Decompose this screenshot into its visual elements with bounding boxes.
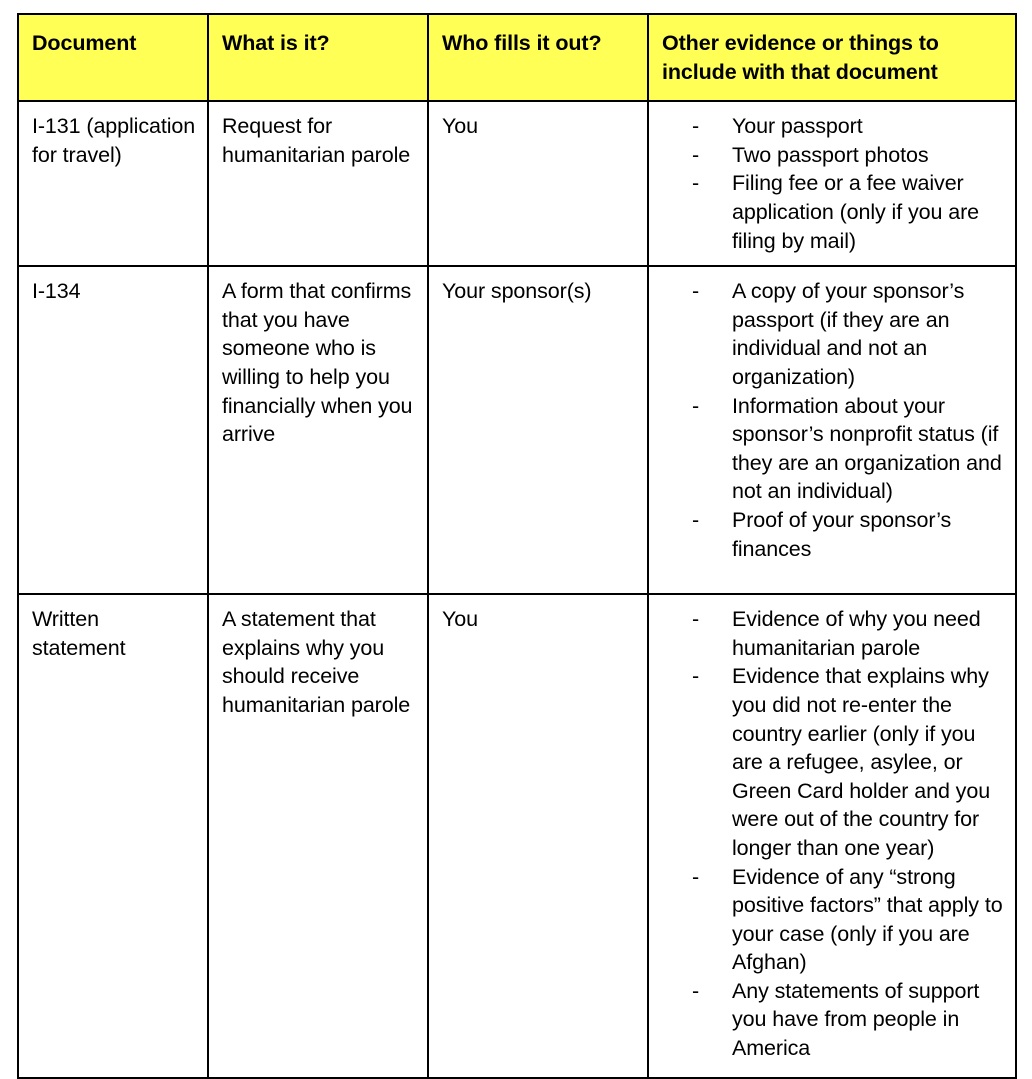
bullet-dash-marker: -: [692, 142, 700, 167]
list-item: [662, 662, 1006, 862]
table-row: [18, 266, 1016, 594]
table-row: [18, 594, 1016, 1078]
list-item: [662, 506, 1006, 563]
list-item-text: Any statements of support you have from people in America: [732, 978, 980, 1061]
list-item: [662, 112, 1006, 141]
evidence-list: [662, 605, 1006, 1063]
column-header-other-evidence: Other evidence or things to include with that document: [648, 14, 1016, 101]
list-item: [662, 392, 1006, 506]
cell-document: I-134: [18, 266, 208, 594]
evidence-list: [662, 277, 1006, 563]
list-item-text: Information about your sponsor’s nonprofit status (if they are an organization and not an individual): [732, 393, 1002, 504]
list-item-text: Evidence of why you need humanitarian parole: [732, 607, 981, 660]
column-header-who-fills-it-out: Who fills it out?: [428, 14, 648, 101]
cell-who-fills-it-out: You: [428, 101, 648, 266]
cell-what-is-it: A form that confirms that you have someone who is willing to help you financially when you arrive: [208, 266, 428, 594]
table-header: [18, 14, 1016, 101]
bullet-dash-marker: -: [692, 864, 700, 889]
bullet-dash-marker: -: [692, 171, 700, 196]
bullet-dash-marker: -: [692, 978, 700, 1003]
bullet-dash-marker: -: [692, 114, 700, 139]
list-item-text: Your passport: [732, 114, 863, 139]
column-header-document: Document: [18, 14, 208, 101]
evidence-list: [662, 112, 1006, 255]
list-item-text: Two passport photos: [732, 142, 929, 167]
list-item-text: Evidence of any “strong positive factors” that apply to your case (only if you are Afghan): [732, 864, 1003, 975]
list-item: [662, 277, 1006, 391]
list-item-text: Evidence that explains why you did not re-enter the country earlier (only if you are a refugee, asylee, or Green Card holder and you were out of the country for longer than one year): [732, 664, 991, 860]
table-body: [18, 101, 1016, 1078]
bullet-dash-marker: -: [692, 393, 700, 418]
cell-other-evidence: [648, 101, 1016, 266]
list-item: [662, 605, 1006, 662]
list-item: [662, 169, 1006, 255]
cell-other-evidence: [648, 594, 1016, 1078]
required-documents-table: [17, 13, 1017, 1079]
table-header-row: [18, 14, 1016, 101]
cell-what-is-it: Request for humanitarian parole: [208, 101, 428, 266]
table-row: [18, 101, 1016, 266]
cell-who-fills-it-out: Your sponsor(s): [428, 266, 648, 594]
list-item-text: Proof of your sponsor’s finances: [732, 507, 952, 561]
bullet-dash-marker: -: [692, 507, 700, 532]
bullet-dash-marker: -: [692, 607, 700, 632]
cell-other-evidence: [648, 266, 1016, 594]
cell-what-is-it: A statement that explains why you should receive humanitarian parole: [208, 594, 428, 1078]
list-item: [662, 141, 1006, 170]
cell-document: Written statement: [18, 594, 208, 1078]
list-item: [662, 977, 1006, 1063]
cell-document: I-131 (application for travel): [18, 101, 208, 266]
cell-who-fills-it-out: You: [428, 594, 648, 1078]
column-header-what-is-it: What is it?: [208, 14, 428, 101]
list-item-text: A copy of your sponsor’s passport (if they are an individual and not an organization): [732, 279, 965, 389]
bullet-dash-marker: -: [692, 664, 700, 689]
bullet-dash-marker: -: [692, 279, 700, 304]
list-item-text: Filing fee or a fee waiver application (only if you are filing by mail): [732, 171, 979, 253]
list-item: [662, 863, 1006, 977]
